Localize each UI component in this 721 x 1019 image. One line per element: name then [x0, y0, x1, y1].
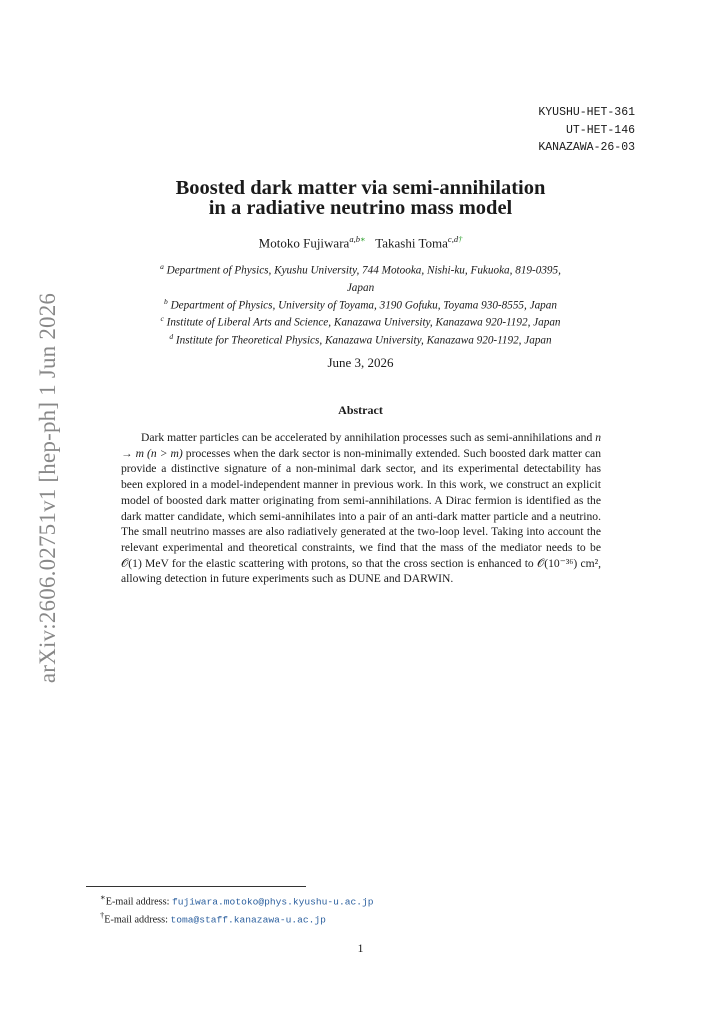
report-numbers	[538, 104, 635, 157]
footnote-mark[interactable]: †	[458, 234, 463, 244]
report-id: KANAZAWA-26-03	[538, 141, 635, 154]
affiliation-text: Department of Physics, Kyushu University, 744 Motooka, Nishi-ku, Fukuoka, 819-0395,	[166, 264, 561, 277]
affiliation-text: Department of Physics, University of Toyama, 3190 Gofuku, Toyama 930-8555, Japan	[170, 299, 557, 312]
abstract-heading: Abstract	[338, 403, 383, 417]
affiliation-label: b	[164, 297, 168, 306]
footnote	[100, 909, 374, 927]
affiliation-text: Institute of Liberal Arts and Science, Kanazawa University, Kanazawa 920-1192, Japan	[166, 316, 561, 329]
arxiv-identifier: arXiv:2606.02751v1 [hep-ph] 1 Jun 2026	[35, 292, 60, 684]
author-list	[0, 234, 721, 251]
affiliation-d	[90, 328, 631, 350]
abstract-text: for the elastic scattering with protons, so that the cross section is enhanced to	[168, 556, 537, 570]
affiliation-label: a	[160, 262, 164, 271]
abstract-math: n → m (n > m)	[121, 431, 601, 460]
affiliation-text-cont: Japan	[346, 281, 375, 294]
abstract-body	[121, 430, 601, 587]
footnote	[100, 891, 374, 909]
footnote-label: E-mail address:	[105, 896, 172, 908]
report-id: KYUSHU-HET-361	[538, 106, 635, 119]
title-line-1: Boosted dark matter via semi-annihilation	[175, 177, 546, 199]
report-id: UT-HET-146	[565, 123, 635, 137]
page-number: 1	[357, 941, 364, 955]
abstract-text: processes when the dark sector is non-minimally extended. Such boosted dark matter can provide a distinctive signature of a non-minimal dark sector, and its experimental detectability has been explored in a model-independent manner in previous work. In this work, we construct an explicit model of boosted dark matter originating from semi-annihilations. A Dirac fermion is identified as the dark matter candidate, which semi-annihilates into a pair of an anti-dark matter particle and a neutrino. The small neutrino masses are also radiatively generated at the two-loop level. Taking into account the relevant experimental and theoretical constraints, we find that the mass of the mediator needs to be	[121, 446, 601, 554]
footnote-mark[interactable]: ∗	[359, 234, 366, 244]
author-affil-marks: a,b	[349, 234, 360, 244]
abstract-text: Dark matter particles can be accelerated by annihilation processes such as semi-annihilations and	[141, 431, 596, 444]
publication-date: June 3, 2026	[327, 355, 394, 370]
email-link[interactable]: toma@staff.kanazawa-u.ac.jp	[170, 913, 326, 925]
footnote-rule	[86, 886, 306, 887]
affiliation-label: d	[169, 332, 174, 341]
footnote-label: E-mail address:	[104, 913, 171, 925]
title-line-2: in a radiative neutrino mass model	[208, 197, 513, 219]
footnote-symbol: ∗	[100, 892, 106, 902]
affiliation-a	[90, 258, 631, 297]
abstract-text: , allowing detection in future experiments such as DUNE and DARWIN.	[121, 556, 601, 586]
affiliation-label: c	[160, 314, 164, 323]
footnotes	[100, 891, 374, 926]
abstract-math: 𝒪(1) MeV	[121, 556, 169, 570]
email-link[interactable]: fujiwara.motoko@phys.kyushu-u.ac.jp	[171, 896, 374, 908]
author-affil-marks: c,d	[447, 234, 459, 244]
author-name: Motoko Fujiwara	[258, 235, 350, 251]
author-name: Takashi Toma	[375, 235, 448, 251]
abstract-math: 𝒪(10⁻³⁶) cm²	[536, 556, 599, 570]
paper-title	[0, 178, 721, 218]
footnote-symbol: †	[100, 909, 105, 920]
affiliation-text: Institute for Theoretical Physics, Kanazawa University, Kanazawa 920-1192, Japan	[175, 334, 552, 347]
